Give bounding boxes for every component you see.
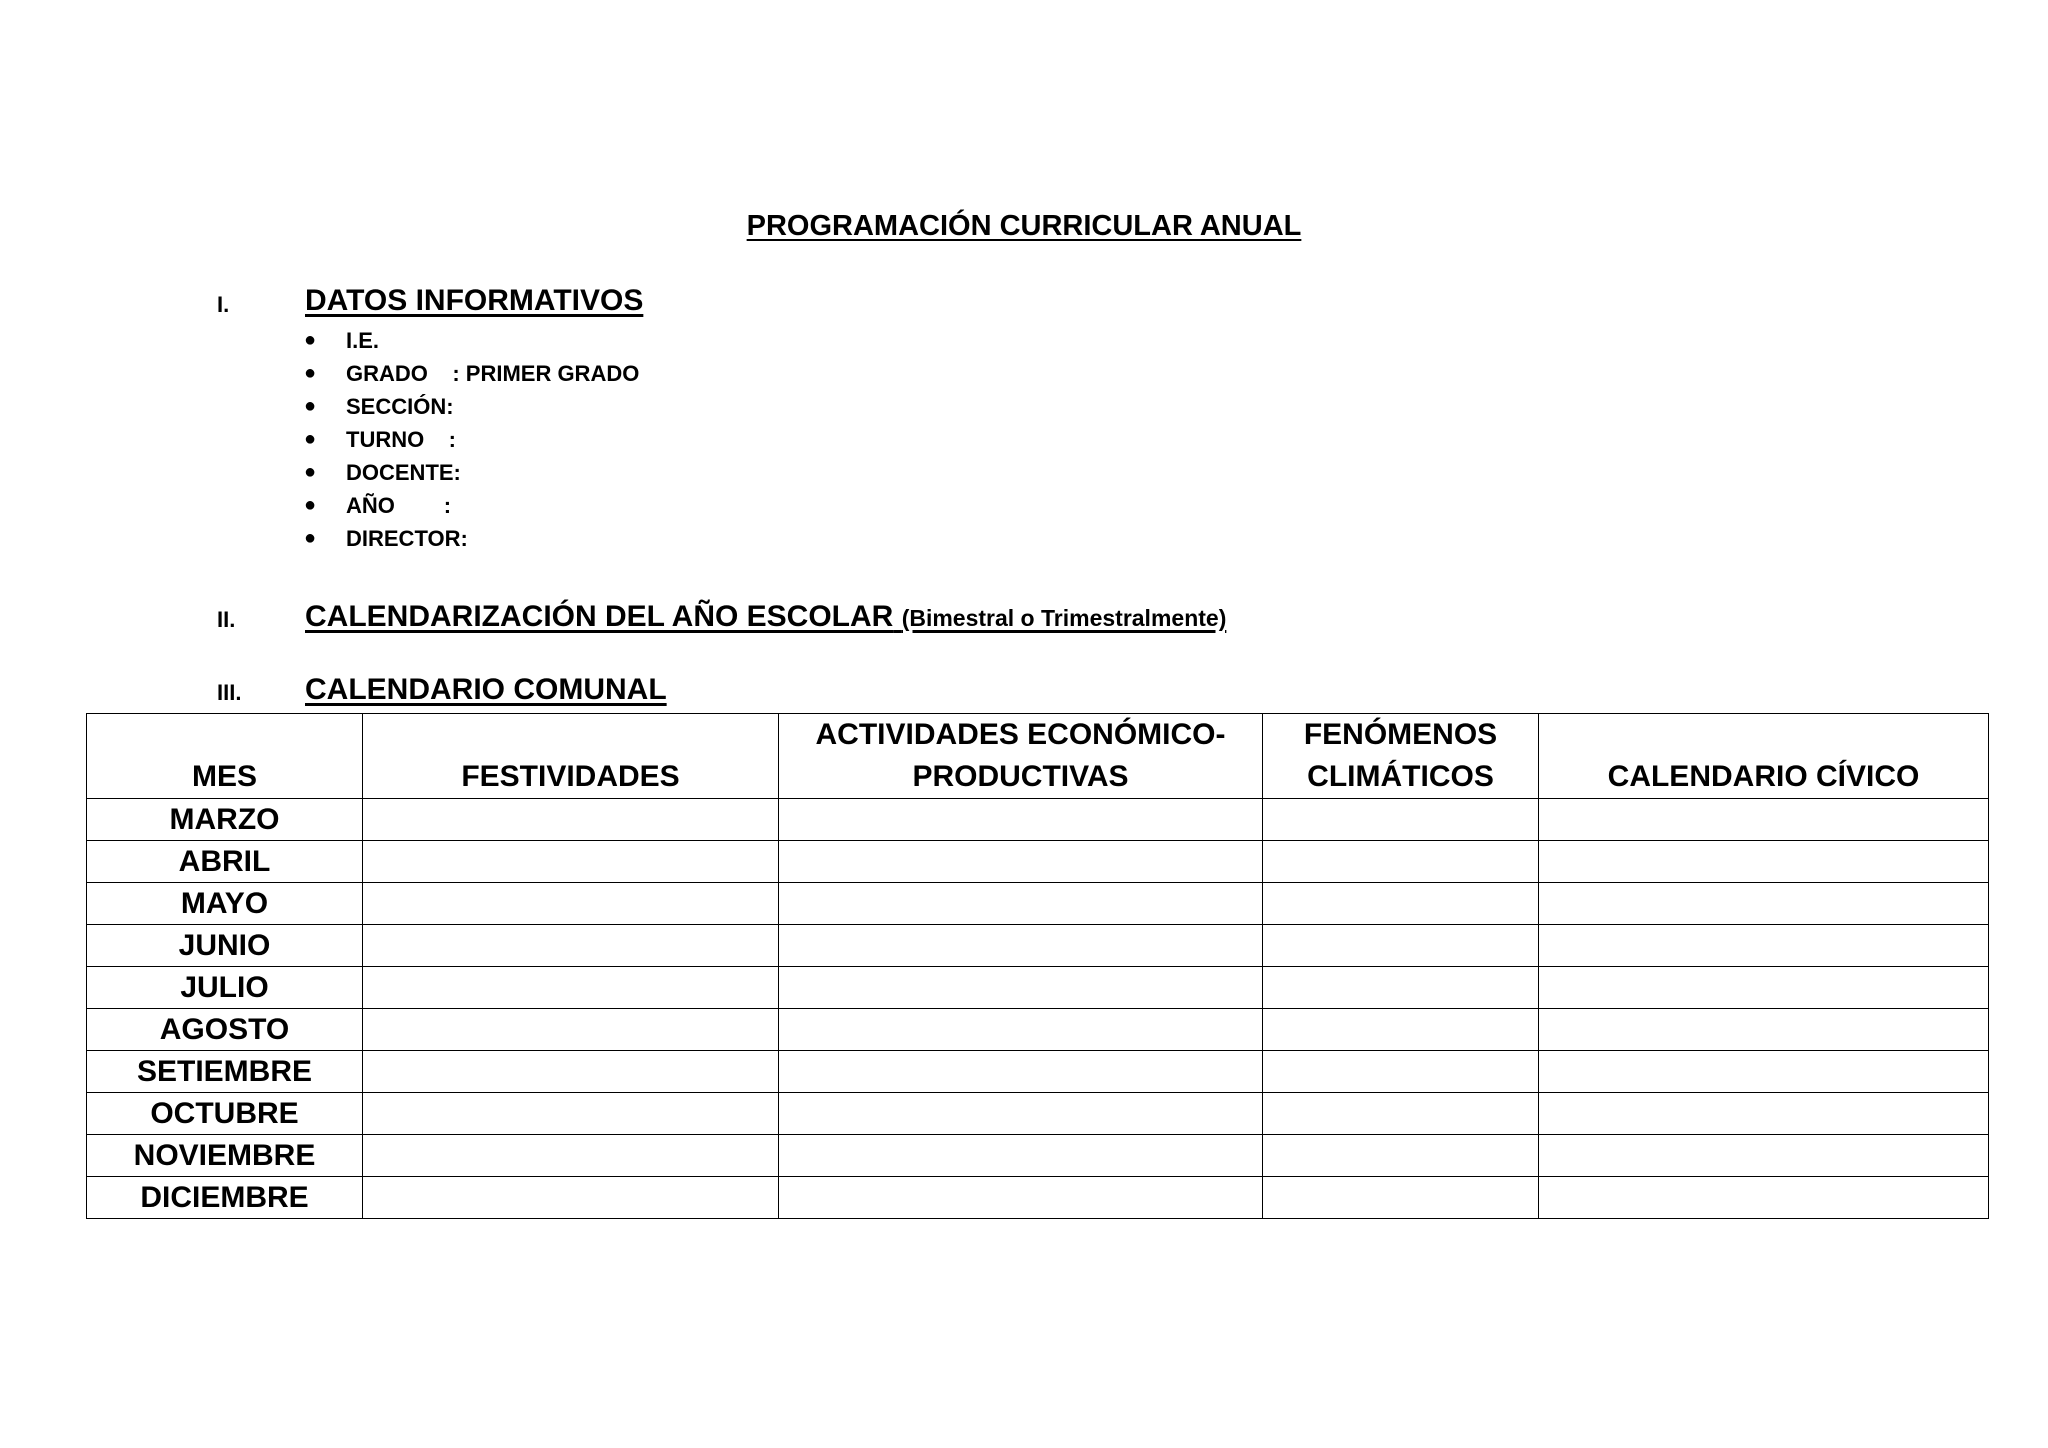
month-cell: SETIEMBRE xyxy=(87,1051,363,1093)
table-cell[interactable] xyxy=(1263,925,1539,967)
table-cell[interactable] xyxy=(779,1093,1263,1135)
table-cell[interactable] xyxy=(363,1177,779,1219)
info-item-grado xyxy=(300,357,639,390)
table-cell[interactable] xyxy=(1263,883,1539,925)
table-row xyxy=(87,841,1989,883)
column-header-actividades: ACTIVIDADES ECONÓMICO-PRODUCTIVAS xyxy=(779,714,1263,799)
table-cell[interactable] xyxy=(1539,799,1989,841)
month-cell: NOVIEMBRE xyxy=(87,1135,363,1177)
table-row xyxy=(87,1051,1989,1093)
section-heading: DATOS INFORMATIVOS xyxy=(305,284,644,317)
month-cell: JULIO xyxy=(87,967,363,1009)
table-cell[interactable] xyxy=(1539,925,1989,967)
month-cell: ABRIL xyxy=(87,841,363,883)
section-number: II. xyxy=(217,607,236,632)
table-cell[interactable] xyxy=(1539,841,1989,883)
table-cell[interactable] xyxy=(363,1009,779,1051)
info-item-text: GRADO : PRIMER GRADO xyxy=(346,361,640,386)
table-cell[interactable] xyxy=(779,841,1263,883)
info-item-docente xyxy=(300,456,639,489)
section-number: I. xyxy=(217,292,230,317)
calendario-comunal-table xyxy=(86,713,1989,1219)
table-cell[interactable] xyxy=(363,883,779,925)
table-cell[interactable] xyxy=(1539,1135,1989,1177)
table-cell[interactable] xyxy=(779,1177,1263,1219)
info-item-turno xyxy=(300,423,639,456)
bullet-icon: ● xyxy=(304,527,317,549)
table-row xyxy=(87,967,1989,1009)
table-row xyxy=(87,1177,1989,1219)
table-cell[interactable] xyxy=(363,841,779,883)
document-title: PROGRAMACIÓN CURRICULAR ANUAL xyxy=(746,210,1302,242)
table-row xyxy=(87,1135,1989,1177)
section-number: III. xyxy=(217,680,242,705)
table-cell[interactable] xyxy=(363,967,779,1009)
table-cell[interactable] xyxy=(1263,1093,1539,1135)
table-row xyxy=(87,883,1989,925)
section-heading: CALENDARIO COMUNAL xyxy=(305,673,667,706)
info-item-text: SECCIÓN: xyxy=(346,394,454,419)
table-cell[interactable] xyxy=(1263,1177,1539,1219)
table-row xyxy=(87,925,1989,967)
table-cell[interactable] xyxy=(363,799,779,841)
info-item-text: I.E. xyxy=(346,328,380,353)
info-item-director xyxy=(300,522,639,555)
info-item-text: TURNO : xyxy=(346,427,456,452)
table-header-row xyxy=(87,714,1989,799)
bullet-icon: ● xyxy=(304,461,317,483)
info-item-text: DOCENTE: xyxy=(346,460,461,485)
table-cell[interactable] xyxy=(779,1135,1263,1177)
bullet-icon: ● xyxy=(304,362,317,384)
info-item-text: AÑO : xyxy=(346,493,452,518)
table-cell[interactable] xyxy=(1263,967,1539,1009)
table-row xyxy=(87,1093,1989,1135)
month-cell: OCTUBRE xyxy=(87,1093,363,1135)
table-cell[interactable] xyxy=(363,1051,779,1093)
month-cell: AGOSTO xyxy=(87,1009,363,1051)
month-cell: MAYO xyxy=(87,883,363,925)
table-cell[interactable] xyxy=(1263,1135,1539,1177)
info-item-seccion xyxy=(300,390,639,423)
table-cell[interactable] xyxy=(1539,1051,1989,1093)
table-cell[interactable] xyxy=(1263,841,1539,883)
table-cell[interactable] xyxy=(1539,1093,1989,1135)
table-cell[interactable] xyxy=(779,967,1263,1009)
bullet-icon: ● xyxy=(304,494,317,516)
table-row xyxy=(87,1009,1989,1051)
table-cell[interactable] xyxy=(1539,1009,1989,1051)
section-heading xyxy=(305,600,1226,634)
column-header-mes: MES xyxy=(87,714,363,799)
column-header-fenomenos: FENÓMENOS CLIMÁTICOS xyxy=(1263,714,1539,799)
table-cell[interactable] xyxy=(1263,1051,1539,1093)
table-cell[interactable] xyxy=(779,883,1263,925)
table-cell[interactable] xyxy=(363,925,779,967)
table-cell[interactable] xyxy=(363,1093,779,1135)
column-header-festividades: FESTIVIDADES xyxy=(363,714,779,799)
table-cell[interactable] xyxy=(1263,799,1539,841)
table-cell[interactable] xyxy=(779,799,1263,841)
info-list xyxy=(300,324,639,555)
table-cell[interactable] xyxy=(1263,1009,1539,1051)
table-cell[interactable] xyxy=(779,925,1263,967)
table-row xyxy=(87,799,1989,841)
column-header-calendario-civico: CALENDARIO CÍVICO xyxy=(1539,714,1989,799)
table-cell[interactable] xyxy=(1539,967,1989,1009)
table-cell[interactable] xyxy=(363,1135,779,1177)
table-cell[interactable] xyxy=(1539,1177,1989,1219)
bullet-icon: ● xyxy=(304,428,317,450)
section-heading-text: CALENDARIZACIÓN DEL AÑO ESCOLAR xyxy=(305,600,894,633)
info-item-ano xyxy=(300,489,639,522)
table-cell[interactable] xyxy=(779,1051,1263,1093)
month-cell: JUNIO xyxy=(87,925,363,967)
info-item-ie xyxy=(300,324,639,357)
month-cell: MARZO xyxy=(87,799,363,841)
table-cell[interactable] xyxy=(779,1009,1263,1051)
section-heading-note: (Bimestral o Trimestralmente) xyxy=(901,605,1227,631)
bullet-icon: ● xyxy=(304,329,317,351)
month-cell: DICIEMBRE xyxy=(87,1177,363,1219)
table-cell[interactable] xyxy=(1539,883,1989,925)
info-item-text: DIRECTOR: xyxy=(346,526,468,551)
bullet-icon: ● xyxy=(304,395,317,417)
